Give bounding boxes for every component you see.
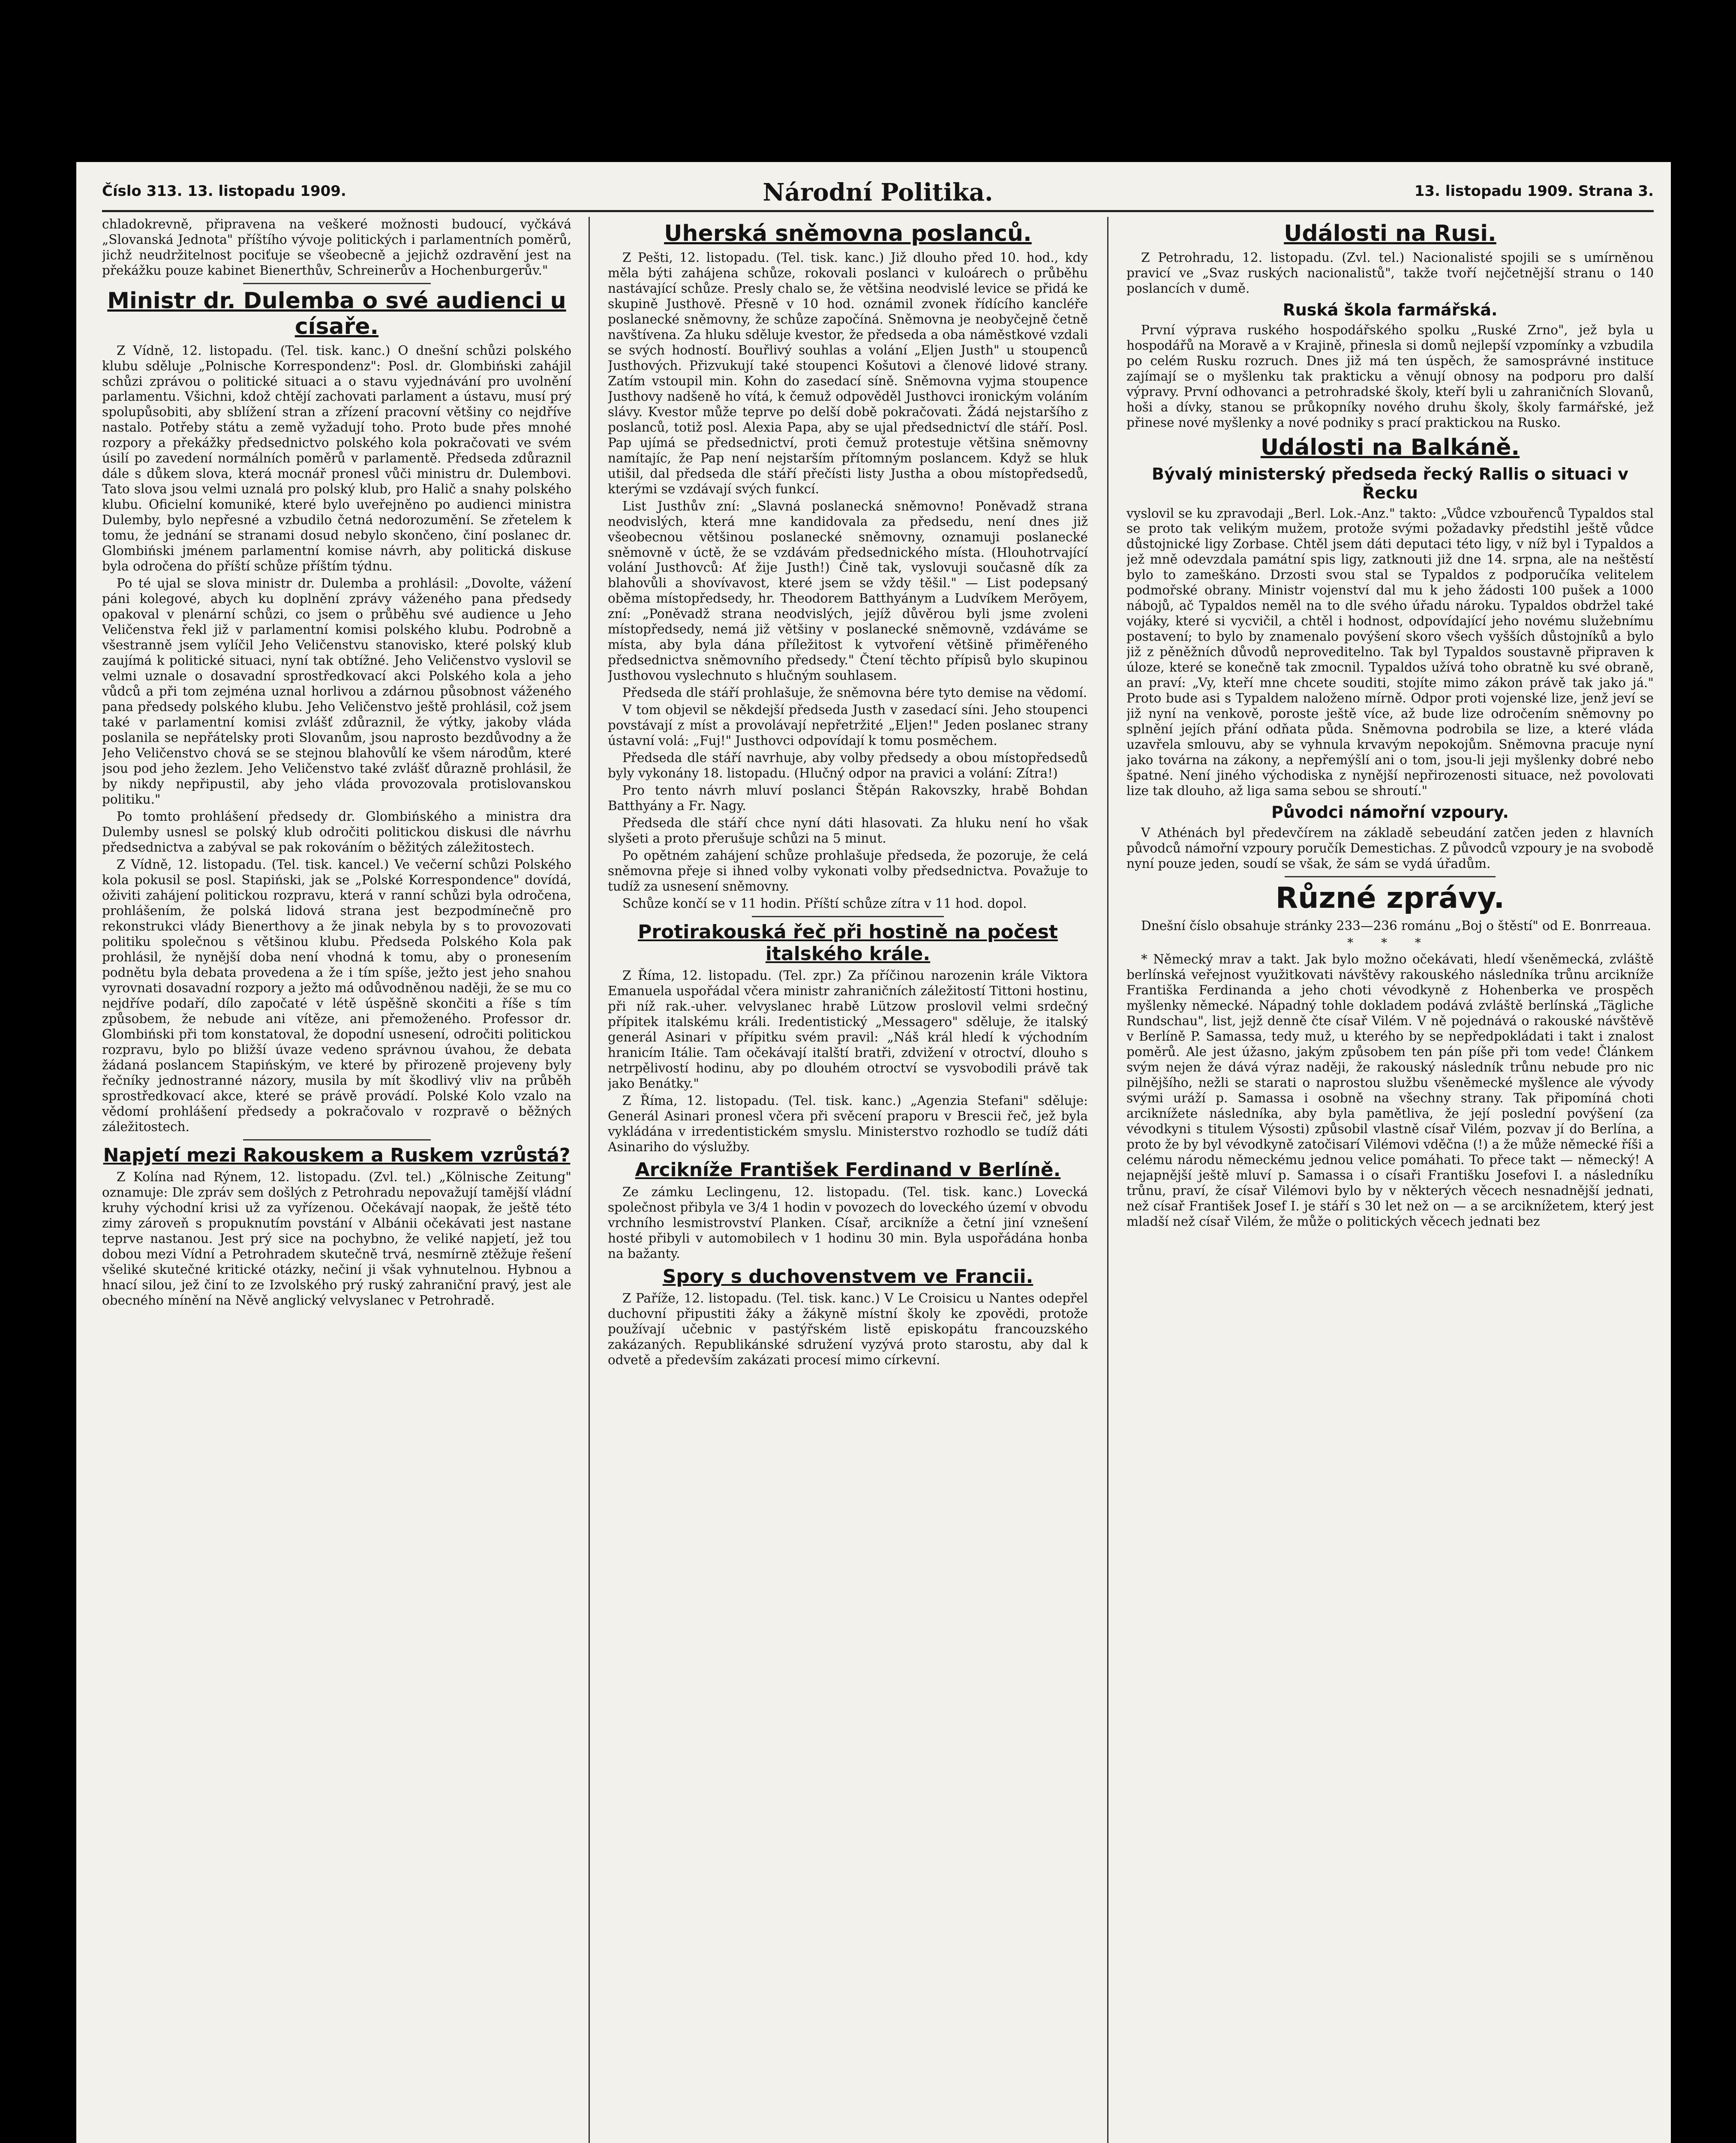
masthead bbox=[102, 178, 1654, 213]
article-text: List Justhův zní: „Slavná poslanecká sněmovno! Poněvadž strana neodvislých, která mne kandidovala za předsedu, není dnes již všeobecnou většinou poslanecké sněmovny, oznamuji poslanecké sněmovně v úctě, že se vzdávám předsednického místa. (Hlouhotrvající volání Justhovců: Ať žije Justh!) Čině tak, vyslovuji současně dík za blahovůli a shovívavost, které jsem se vždy těšil." — List podepsaný oběma místopředsedy, hr. Theodorem Batthyánym a Ludvíkem Merõyem, zní: „Poněvadž strana neodvislých, jejíž důvěrou byli jsme zvoleni místopředsedy, nemá již většiny v poslanecké sněmovně, vzdáváme se místa, aby byla dána příležitost k vytvoření většině přiměřeného předsednictva sněmovního předsedy." Čtení těchto přípisů bylo skupinou Justhovou vyslechnuto s hlučným souhlasem. bbox=[608, 498, 1088, 683]
subheadline: Bývalý ministerský předseda řecký Rallis o situaci v Řecku bbox=[1152, 465, 1628, 502]
headline: Uherská sněmovna poslanců. bbox=[664, 221, 1032, 246]
headline: Spory s duchovenstvem ve Francii. bbox=[662, 1265, 1033, 1288]
headline: Události na Balkáně. bbox=[1260, 435, 1520, 461]
column-divider bbox=[589, 217, 590, 2143]
newspaper-page bbox=[76, 162, 1671, 2143]
newspaper-title: Národní Politika. bbox=[763, 178, 993, 207]
article-text: V tom objevil se někdejší předseda Justh v zasedací síni. Jeho stoupenci povstávají z míst a provolávají nepřetržité „Eljen!" Jeden poslanec strany ústavní volá: „Fuj!" Justhovci odpovídají k tomu posměchem. bbox=[608, 702, 1088, 748]
page-info: 13. listopadu 1909. Strana 3. bbox=[1414, 183, 1654, 200]
subheadline: Ruská škola farmářská. bbox=[1282, 300, 1498, 319]
article-text: Po tomto prohlášení předsedy dr. Glombińského a ministra dra Dulemby usnesl se polský klub odročiti politickou diskusi dle návrhu předsednictva a zabýval se pak rokováním o běžitých záležitostech. bbox=[102, 809, 571, 855]
article-separator bbox=[243, 1139, 431, 1141]
article-text: V Athénách byl předevčírem na základě sebeudání zatčen jeden z hlavních původců námořní vzpoury poručík Demestichas. Z původců vzpoury je na svobodě nyní pouze jeden, soudí se však, že sám se vydá úřadům. bbox=[1126, 825, 1654, 871]
column-divider bbox=[1107, 217, 1108, 2143]
article-text: První výprava ruského hospodářského spolku „Ruské Zrno", jež byla u hospodářů na Moravě a v Krajině, přinesla si domů nejlepší vzpomínky a vzbudila po celém Rusku rozruch. Dnes již má ten úspěch, že samosprávné instituce zajímají se o myšlenku tak prakticku a věnují obnosy na podporu pro další výpravy. První odhovanci a petrohradské školy, kteří byli u zahraničních Slovanů, hoši a dívky, stanou se průkopníky nového druhu školy, školy farmářské, jež přinese nové myšlenky a nové podniky s prací praktickou na Rusko. bbox=[1126, 323, 1654, 430]
article-text: vyslovil se ku zpravodaji „Berl. Lok.-Anz." takto: „Vůdce vzbouřenců Typaldos stal se proto tak velikým mužem, protože svými požadavky předstihl ještě vůdce důstojnické ligy Zorbase. Chtěl jsem dáti deputaci této ligy, v níž byl i Typaldos a jež mně odevzdala památní spis ligy, zatknouti již dne 14. srpna, ale na neštěstí bylo to zameškáno. Drzosti svou stal se Typaldos z podporučíka velitelem podmořské obrany. Ministr vojenství dal mu k jeho žádosti 100 pušek a 1000 nábojů, ač Typaldos neměl na to dle svého úřadu nároku. Typaldos obdržel také vojáky, které si vycvičil, a chtěl i hodnost, odpovídající jeho novému služebnímu postavení; to bylo by znamenalo povýšení skoro všech vyšších důstojníků a bylo již z pěněžních důvodů neproveditelno. Tak byl Typaldos soustavně připraven k úloze, které se konečně tak zmocnil. Typaldos užívá toho obratně ku své obraně, an praví: „Vy, kteří mne chcete souditi, stojíte mimo zákon právě tak jako já." Proto bude asi s Typaldem naloženo mírně. Odpor proti vojenské lize, jenž jeví se již nyní na venkově, poroste ještě více, až bude lize odročením sněmovny po splnění jejích přání odňata půda. Sněmovna podrobila se lize, a které vláda uzavřela smlouvu, aby se vyhnula krvavým nepokojům. Sněmovna pracuje nyní jako továrna na zákony, a nepřemýšlí ani o tom, jsou-li jeji myšlenky dobré nebo špatné. Není jiného východiska z nynější nepřirozenosti situace, než povolovati lize tak dlouho, až liga sama sebou se shroutí." bbox=[1126, 506, 1654, 798]
article-text: * Německý mrav a takt. Jak bylo možno očekávati, hledí všeněmecká, zvláště berlínská veřejnost využitkovati návštěvy rakouského následníka trůnu arcikníže Františka Ferdinanda a jeho choti vévodkyně z Hohenberka ve prospěch myšlenky německé. Nápadný tohle dokladem podává zvláště berlínská „Tägliche Rundschau", list, jejž denně čte císař Vilém. V ně pojednává o rakouské návštěvě v Berlíně P. Samassa, tedy muž, u kterého by se nepředpokládati i takt i znalost poměrů. Ale jest úžasno, jakým způsobem ten pán píše při tom vede! Článkem svým nejen že dává výraz naději, že rakouský následník trůnu nebude pro nic pilnějšího, nežli se starati o naprostou službu všeněmecké myšlence ale vývody svými uráží p. Samassa i osobně na všechny strany. Tak připomíná choti arciknížete následníka, aby byla pamětlivа, že její poslední povýšení (za vévodkyni s titulem Výsosti) způsobil vlastně císař Vilém, pozvav jí do Berlína, a proto že by byl vévodkyně zatočisarí Vilémovi vděčna (!) a že může německé říši a celému národu německému jednou velice pomáhati. To přece takt — německý! A nejapnější ještě mluví p. Samassa i o císaři Františku Josefovi I. a následníku trůnu, praví, že císař Vilémovi bylo by v některých věcech nesnadnější jednati, než císař František Josef I. je stáří s 30 let než on — a se arciknížetem, který jest mladší než císař Vilém, že může o politických věcech jednati bez bbox=[1126, 952, 1654, 1229]
article-separator bbox=[1285, 876, 1496, 877]
section-heading: Různé zprávy. bbox=[1275, 881, 1505, 915]
article-text: Dnešní číslo obsahuje stránky 233—236 románu „Boj o štěstí" od E. Bonrreaua. bbox=[1141, 918, 1652, 933]
article-text: Z Petrohradu, 12. listopadu. (Zvl. tel.) Nacionalisté spojili se s umírněnou pravicí ve „Svaz ruských nacionalistů", takže tvoří nejčetnější stranu o 140 poslancích v dumě. bbox=[1126, 250, 1654, 296]
article-text: Po té ujal se slova ministr dr. Dulemba a prohlásil: „Dovolte, vážení páni kolegové, abych ku doplnění zprávy váženého pana předsedy opakoval v plenární schůzi, co jsem o průběhu své audience u Jeho Veličenstva řekl již v parlamentní komisi polského klubu. Podrobně a všestranně jsem vylíčil Jeho Veličenstvu stanovisko, které polský klub zaujímá k politické situaci, nyní tak obtížné. Jeho Veličenstvo vyslovil se velmi uznale o dosavadní sprostředkovací akci Polského kola a jeho vůdců a při tom zejména uznal horlivou a zdárnou působnost váženého pana předsedy polského klubu. Jeho Veličenstvo ještě prohlásil, což jsem také v parlamentní komisi zvlášť zdůraznil, že výtky, jakoby vláda poslanila se nepřátelsky proti Slovanům, jsou naprosto bezdůvodny a že Jeho Veličenstvo chová se se stejnou blahovůlí ke všem národům, které jsou pod jeho žezlem. Jeho Veličenstvo také zvlášť důrazně prohlásil, že by nikdy nepřipustil, aby jeho vláda provozovala protislovanskou politiku." bbox=[102, 576, 571, 807]
article-text: Z Paříže, 12. listopadu. (Tel. tisk. kanc.) V Le Croisicu u Nantes odepřel duchovní připustiti žáky a žákyně místní školy ke zpovědi, protože používají učebnic v pastýřském listě episkopátu francouzského zakázaných. Republikánské sdružení vyzývá proto starostu, aby dal k odvetě a především zakázati procesí mimo církevní. bbox=[608, 1291, 1088, 1368]
article-text: chladokrevně, připravena na veškeré možnosti budoucí, vyčkává „Slovanská Jednota" příštího vývoje politických i parlamentních poměrů, jichž neudržitelnost pociťuje se všeobecně a jejichž ozdravění jest na překážku pouze kabinet Bienerthův, Schreinerův a Hochenburgerův." bbox=[102, 217, 571, 278]
article-text: Předseda dle stáří chce nyní dáti hlasovati. Za hluku není ho však slyšeti a proto přerušuje schůzi na 5 minut. bbox=[608, 816, 1088, 846]
headline: Ministr dr. Dulemba o své audienci u císaře. bbox=[107, 288, 566, 339]
headline: Arcikníže František Ferdinand v Berlíně. bbox=[635, 1159, 1061, 1181]
article-text: Z Vídně, 12. listopadu. (Tel. tisk. kancel.) Ve večerní schůzi Polského kola pokusil se posl. Stapiński, jak se „Polské Korrespondence" dovídá, oživiti zahájení politickou rozpravu, která v ranní schůzi byla odročena, prohlášením, že polská lidová strana jest bezpodmínečně pro rekonstrukci vlády Bienerthovy a že jinak nebyla by s to provozovati politiku společnou s většinou klubu. Předseda Polského Kola pak prohlásil, že nynější doba není vhodná k tomu, aby o pronesením podnětu byla debata provedena a že i tím spíše, ježto jest jeho snahou vyrovnati dosavadní rozpory a ježto má odůvodněnou naději, že se mu co nejdříve podaří, dílo započaté v létě úspěšně skončiti a říše s tím způsobem, že nebude ani vítěze, ani přemoženého. Professor dr. Glombiński při tom konstatoval, že dopodní usnesení, odročiti politickou rozpravu, bylo po bližší úvaze vedeno správnou úvahou, že debata žádaná poslancem Stapińským, ve které by přirozeně projeveny byly řečníky jednostranné názory, musila by mít škodlivý vliv na průběh sprostředkovací akce, které se právě provádí. Polské Kolo vzalo na vědomí prohlášení předsedy a pokračovalo v rozpravě o běžných záležitostech. bbox=[102, 857, 571, 1134]
masthead-rule bbox=[102, 210, 1654, 212]
subheadline: Původci námořní vzpoury. bbox=[1271, 803, 1509, 822]
headline: Události na Rusi. bbox=[1284, 221, 1496, 246]
issue-info: Číslo 313. 13. listopadu 1909. bbox=[102, 183, 346, 200]
article-text: Ze zámku Leclingenu, 12. listopadu. (Tel. tisk. kanc.) Lovecká společnost přibyla ve 3/4 1 hodin v povozech do loveckého území v obvodu vrchního lesmistrovství Planken. Císař, arcikníže a četní jiní vznešení hosté přibyli v automobilech v 1 hodinu 30 min. Byla uspořádána honba na bažanty. bbox=[608, 1184, 1088, 1261]
article-text: Po opětném zahájení schůze prohlašuje předseda, že pozoruje, že celá sněmovna přeje si ihned volby vykonati volby předsednictva. Považuje to tudíž za usnesení sněmovny. bbox=[608, 848, 1088, 894]
article-text: Z Říma, 12. listopadu. (Tel. tisk. kanc.) „Agenzia Stefani" sděluje: Generál Asinari pronesl včera při svěcení praporu v Brescii řeč, jež byla vykládána v irredentistickém smyslu. Ministerstvo rozhodlo se tudíž dáti Asinarihо do výslužby. bbox=[608, 1093, 1088, 1155]
article-text: Pro tento návrh mluví poslanci Štěpán Rakovszky, hrabě Bohdan Batthyány a Fr. Nagy. bbox=[608, 783, 1088, 813]
article-separator bbox=[243, 283, 431, 284]
article-text: Předseda dle stáří navrhuje, aby volby předsedy a obou místopředsedů byly vykonány 18. listopadu. (Hlučný odpor na pravici a volání: Zítra!) bbox=[608, 750, 1088, 781]
article-separator bbox=[752, 916, 944, 917]
headline: Napjetí mezi Rakouskem a Ruskem vzrůstá? bbox=[103, 1144, 571, 1166]
article-text: Z Pešti, 12. listopadu. (Tel. tisk. kanc.) Již dlouho před 10. hod., kdy měla býti zahájena schůze, rokovali poslanci v kuloárech o průběhu nastávající schůze. Presly chalo se, že většina neodvislé levice se přidá ke skupině Justhově. Přesně v 10 hod. oznámil zvonek řídícího kancléře poslanecké sněmovny, že schůze započíná. Sněmovna je neobyčejně četně navštívena. Za hluku sděluje kvestor, že předseda a oba náměstkové vzdali se svých hodností. Bouřlivý souhlas a volání „Eljen Justh" u stoupenců Justhových. Přizvukují také stoupenci Košutovi a členové lidové strany. Zatím vstoupil min. Kohn do zasedací síně. Sněmovna vyjma stoupence Justhovy nadšeně ho vítá, k čemuž odpověděl Justhovci ironickým voláním slávy. Kvestor může teprve po delší době pokračovati. Žádá nejstaršího z poslanců, totiž posl. Alexia Papa, aby se ujal předsednictví dle stáří. Posl. Pap ujímá se předsednictví, proti čemuž protestuje většina sněmovny namítajíc, že Pap není nejstarším přítomným poslancem. Když se hluk utišil, dal předseda dle stáří přečísti listy Justha a obou místopředsedů, kterými se vzdávají svých funkcí. bbox=[608, 250, 1088, 496]
article-text: Z Říma, 12. listopadu. (Tel. zpr.) Za příčinou narozenin krále Viktora Emanuela uspořádal včera ministr zahraničních záležitostí Tittoni hostinu, při níž rak.-uher. velvyslanec hrabě Lützow proslovil velmi srdečný přípitek italskému králi. Iredentistický „Messagero" sděluje, že italský generál Asinari v přípitku svém pravil: „Náš král hledí k východním hranicím Itálie. Tam očekávají italští bratři, zdvižení v otroctví, dlouho s netrpělivostí hodinu, aby po dlouhém otroctví se vysvobodili právě tak jako Benátky." bbox=[608, 968, 1088, 1091]
column-2 bbox=[608, 217, 1088, 2143]
headline: Protirakouská řeč při hostině na počest italského krále. bbox=[638, 921, 1058, 965]
column-3 bbox=[1126, 217, 1654, 2143]
article-text: Předseda dle stáří prohlašuje, že sněmovna bére tyto demise na vědomí. bbox=[622, 685, 1087, 700]
article-text: Z Vídně, 12. listopadu. (Tel. tisk. kanc.) O dnešní schůzi polského klubu sděluje „Polnische Korrespondenz": Posl. dr. Glombiński zahájil schůzi zprávou o politické situaci a o stavu vyjednávání pro uvolnění parlamentu. Všichni, kdož chtějí zachovati parlament a ústavu, musí prý spolupůsobiti, aby sblížení stran a zřízení pracovní většiny co nejdříve nastalo. Potřeby státu a země vyžadují toho. Proto bude přes mnohé rozpory a překážky předsednictvo polského kola pokračovati ve svém úsilí po zavedení normálních poměrů v parlamentě. Předseda zdůraznil dále s důkem slova, která mocnář pronesl vůči ministru dr. Dulembovi. Tato slova jsou velmi uznalá pro polský klub, pro Halič a snahy polského klubu. Oficielní komuniké, které bylo uveřejněno po audienci ministra Dulemby, bylo nepřesné a vzbudilo četná nedorozumění. Se zřetelem k tomu, že jednání se stranami dosud nebylo skončeno, činí poslanec dr. Glombiński jménem parlamentní komise návrh, aby politická diskuse byla odročena do příští schůze příštím týdnu. bbox=[102, 343, 571, 574]
article-text: Z Kolína nad Rýnem, 12. listopadu. (Zvl. tel.) „Kölnische Zeitung" oznamuje: Dle zpráv sem došlých z Petrohradu nepovažují tamější vládní kruhy východní krisi už za vyřízenou. Očekávají naopak, že ještě této zimy zároveň s propuknutím povstání v Albánii očekávati jest nastane teprve nastanou. Jest prý sice na pochybno, že veliké napjetí, jež tou dobou mezi Vídní a Petrohradem skutečně trvá, nesmírně ztěžuje řešení všeliké skutečné kritické otázky, nečiní ji však vyhnutelnou. Hybnou a hnací silou, jež činí to ze Izvolského prý ruský zahraniční pravý, jest ale obecného mínění na Něvě anglický velvyslanec v Petrohradě. bbox=[102, 1170, 571, 1308]
article-text: Schůze končí se v 11 hodin. Příští schůze zítra v 11 hod. dopol. bbox=[622, 896, 1027, 911]
stars-divider: * * * bbox=[1347, 936, 1433, 950]
column-1 bbox=[102, 217, 571, 2143]
